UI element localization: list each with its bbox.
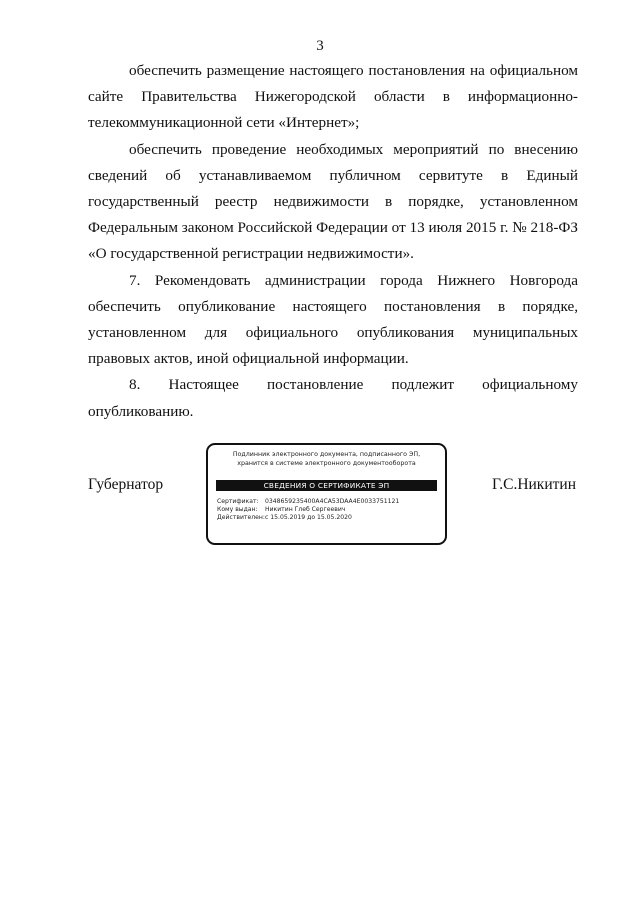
electronic-signature-stamp [206, 443, 447, 545]
stamp-issued-to-value: Никитин Глеб Сергеевич [265, 506, 346, 514]
signature-block [0, 443, 640, 553]
stamp-valid-row [217, 514, 445, 522]
paragraph-publish-website: обеспечить размещение настоящего постановления на официальном сайте Правительства Нижегородской области в информационно-телекоммуникационной сети «Интернет»; [88, 62, 578, 132]
signatory-title: Губернатор [88, 476, 164, 493]
page-number: 3 [316, 38, 324, 54]
stamp-details [217, 498, 445, 523]
stamp-header: СВЕДЕНИЯ О СЕРТИФИКАТЕ ЭП [216, 480, 437, 491]
stamp-notice-line: Подлинник электронного документа, подписанного ЭП, [232, 451, 421, 458]
paragraph-recommend-publication: 7. Рекомендовать администрации города Нижнего Новгорода обеспечить опубликование настоящего постановления в порядке, установленном для официального опубликования муниципальных правовых актов, иной официальной информации. [88, 271, 578, 368]
stamp-issued-to-label: Кому выдан: [217, 506, 258, 514]
stamp-certificate-value: 0348659235400A4CA53DAA4E0033751121 [265, 498, 400, 505]
paragraph-register-easement: обеспечить проведение необходимых мероприятий по внесению сведений об устанавливаемом публичном сервитуте в Единый государственный реестр недвижимости в порядке, установленном Федеральным законом Российской Федерации от 13 июля 2015 г. № 218-ФЗ «О государственной регистрации недвижимости». [88, 140, 578, 263]
signatory-name: Г.С.Никитин [492, 476, 576, 493]
paragraph-official-publication: 8. Настоящее постановление подлежит официальному опубликованию. [88, 376, 578, 420]
document-body [88, 58, 578, 425]
stamp-notice [218, 450, 435, 468]
stamp-valid-label: Действителен: [217, 514, 265, 522]
stamp-certificate-row [217, 498, 445, 506]
stamp-certificate-label: Сертификат: [217, 498, 259, 505]
stamp-notice-line: хранится в системе электронного документооборота [237, 460, 416, 467]
stamp-valid-value: с 15.05.2019 до 15.05.2020 [265, 514, 352, 522]
